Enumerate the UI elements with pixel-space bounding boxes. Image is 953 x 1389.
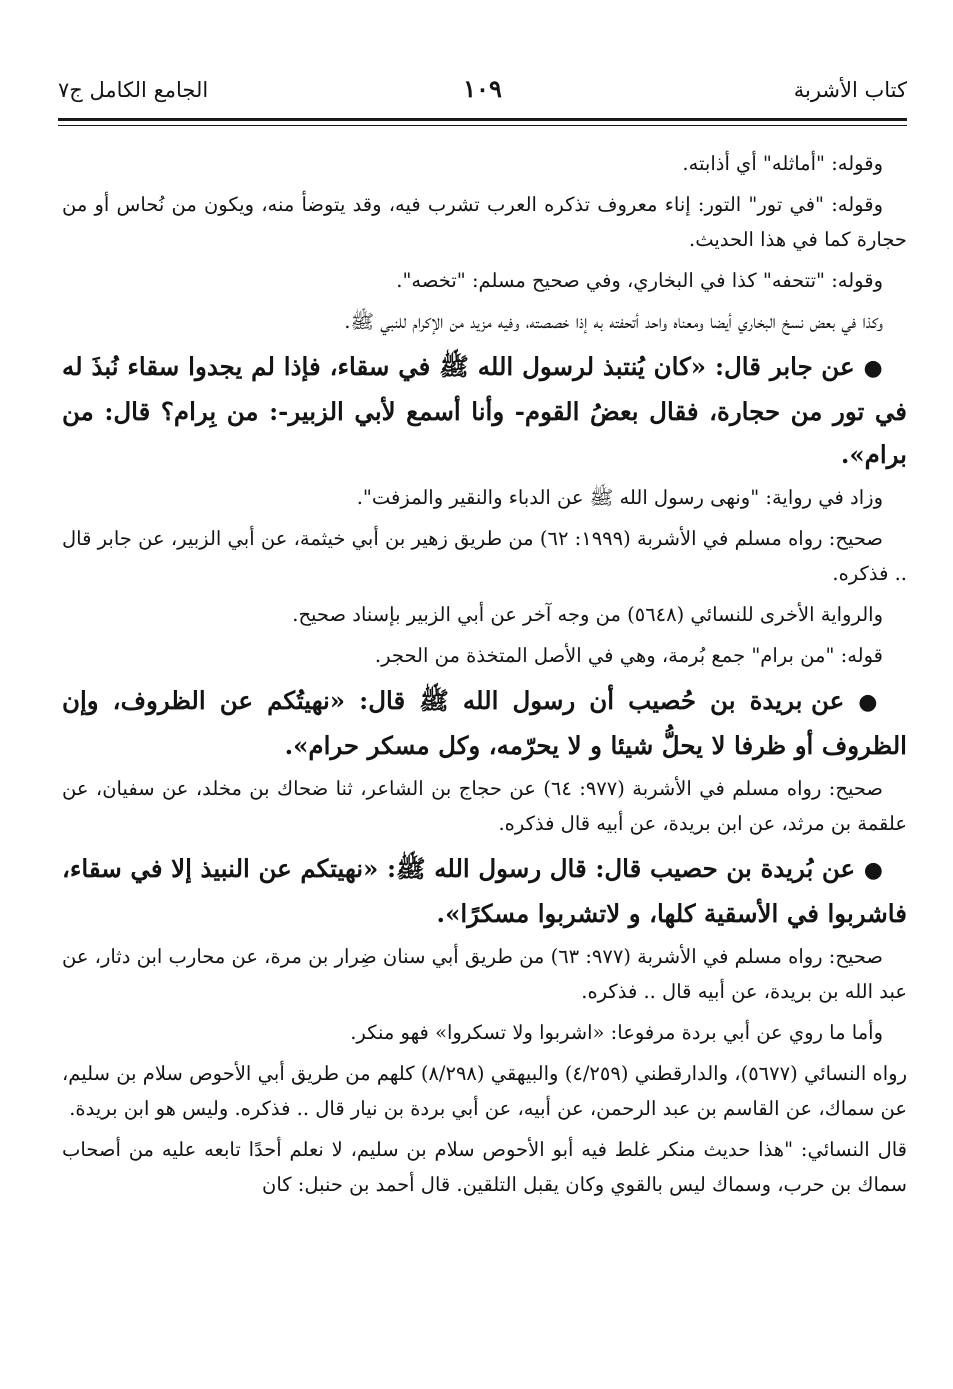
paragraph-text: عن بريدة بن حُصيب أن رسول الله ﷺ قال: «نهيتُكم عن الظروف، وإن الظروف أو ظرفا لا يحلُّ شيئا و لا يحرّمه، وكل مسكر حرام». — [62, 686, 907, 760]
commentary-paragraph — [62, 771, 907, 841]
paragraph-text: وكذا في بعض نسخ البخاري أيضا ومعناه واحد أتحفته به إذا خصصته، وفيه مزيد من الإكرام للنبي ﷺ. — [344, 310, 883, 333]
header-rule-thick — [58, 118, 907, 121]
page-number: ١٠٩ — [463, 74, 502, 103]
commentary-paragraph — [62, 304, 907, 339]
paragraph-text: صحيح: رواه مسلم في الأشربة (٩٧٧: ٦٣) من طريق أبي سنان ضِرار بن مرة، عن محارب ابن دثار، عن عبد الله بن بريدة، عن أبيه قال .. فذكره. — [62, 945, 907, 1003]
hadith-paragraph — [62, 679, 907, 767]
paragraph-text: وقوله: "تتحفه" كذا في البخاري، وفي صحيح مسلم: "تخصه". — [396, 269, 883, 292]
commentary-paragraph — [62, 521, 907, 591]
series-title: الجامع الكامل ج٧ — [58, 78, 209, 102]
commentary-paragraph — [62, 146, 907, 181]
commentary-paragraph — [62, 1015, 907, 1050]
paragraph-text: عن جابر قال: «كان يُنتبذ لرسول الله ﷺ في سقاء، فإذا لم يجدوا سقاء نُبذَ له في تور من حجارة، فقال بعضُ القوم- وأنا أسمع لأبي الزبير-: من بِرام؟ قال: من برام». — [62, 352, 907, 469]
commentary-paragraph — [62, 939, 907, 1009]
commentary-paragraph — [62, 1132, 907, 1202]
paragraph-text: وزاد في رواية: "ونهى رسول الله ﷺ عن الدباء والنقير والمزفت". — [356, 486, 883, 509]
bullet-marker: ● — [863, 355, 884, 381]
commentary-paragraph — [62, 597, 907, 632]
paragraph-text: والرواية الأخرى للنسائي (٥٦٤٨) من وجه آخر عن أبي الزبير بإسناد صحيح. — [292, 603, 883, 626]
paragraph-text: وقوله: "في تور" التور: إناء معروف تذكره العرب تشرب فيه، وقد يتوضأ منه، ويكون من نُحاس أو من حجارة كما في هذا الحديث. — [62, 193, 907, 251]
bullet-marker: ● — [858, 689, 883, 715]
paragraph-text: صحيح: رواه مسلم في الأشربة (٩٧٧: ٦٤) عن حجاج بن الشاعر، ثنا ضحاك بن مخلد، عن سفيان، عن علقمة بن مرثد، عن ابن بريدة، عن أبيه قال فذكره. — [62, 777, 907, 835]
commentary-paragraph — [62, 638, 907, 673]
paragraph-text: وأما ما روي عن أبي بردة مرفوعا: «اشربوا ولا تسكروا» فهو منكر. — [350, 1021, 883, 1044]
book-title: كتاب الأشربة — [793, 78, 907, 102]
page-header — [58, 72, 907, 116]
bullet-marker: ● — [863, 857, 884, 883]
paragraph-text: وقوله: "أماثله" أي أذابته. — [682, 152, 883, 175]
paragraph-text: قال النسائي: "هذا حديث منكر غلط فيه أبو الأحوص سلام بن سليم، لا نعلم أحدًا تابعه عليه من أصحاب سماك بن حرب، وسماك ليس بالقوي وكان يقبل التلقين. قال أحمد بن حنبل: كان — [62, 1138, 907, 1196]
paragraph-text: قوله: "من برام" جمع بُرمة، وهي في الأصل المتخذة من الحجر. — [374, 644, 883, 667]
hadith-paragraph — [62, 345, 907, 476]
commentary-paragraph — [62, 480, 907, 515]
hadith-paragraph — [62, 847, 907, 935]
commentary-paragraph — [62, 263, 907, 298]
header-rule-thin — [58, 125, 907, 126]
paragraph-text: صحيح: رواه مسلم في الأشربة (١٩٩٩: ٦٢) من طريق زهير بن أبي خيثمة، عن أبي الزبير، عن جابر قال .. فذكره. — [62, 527, 907, 585]
page-body — [62, 146, 907, 1208]
paragraph-text: عن بُريدة بن حصيب قال: قال رسول الله ﷺ: «نهيتكم عن النبيذ إلا في سقاء، فاشربوا في الأسقية كلها، و لاتشربوا مسكرًا». — [62, 854, 907, 928]
paragraph-text: رواه النسائي (٥٦٧٧)، والدارقطني (٤/٢٥٩) والبيهقي (٨/٢٩٨) كلهم من طريق أبي الأحوص سلام بن سليم، عن سماك، عن القاسم بن عبد الرحمن، عن أبيه، عن أبي بردة بن نيار قال .. فذكره. وليس هو ابن بريدة. — [62, 1062, 907, 1120]
commentary-paragraph — [62, 187, 907, 257]
commentary-paragraph — [62, 1056, 907, 1126]
